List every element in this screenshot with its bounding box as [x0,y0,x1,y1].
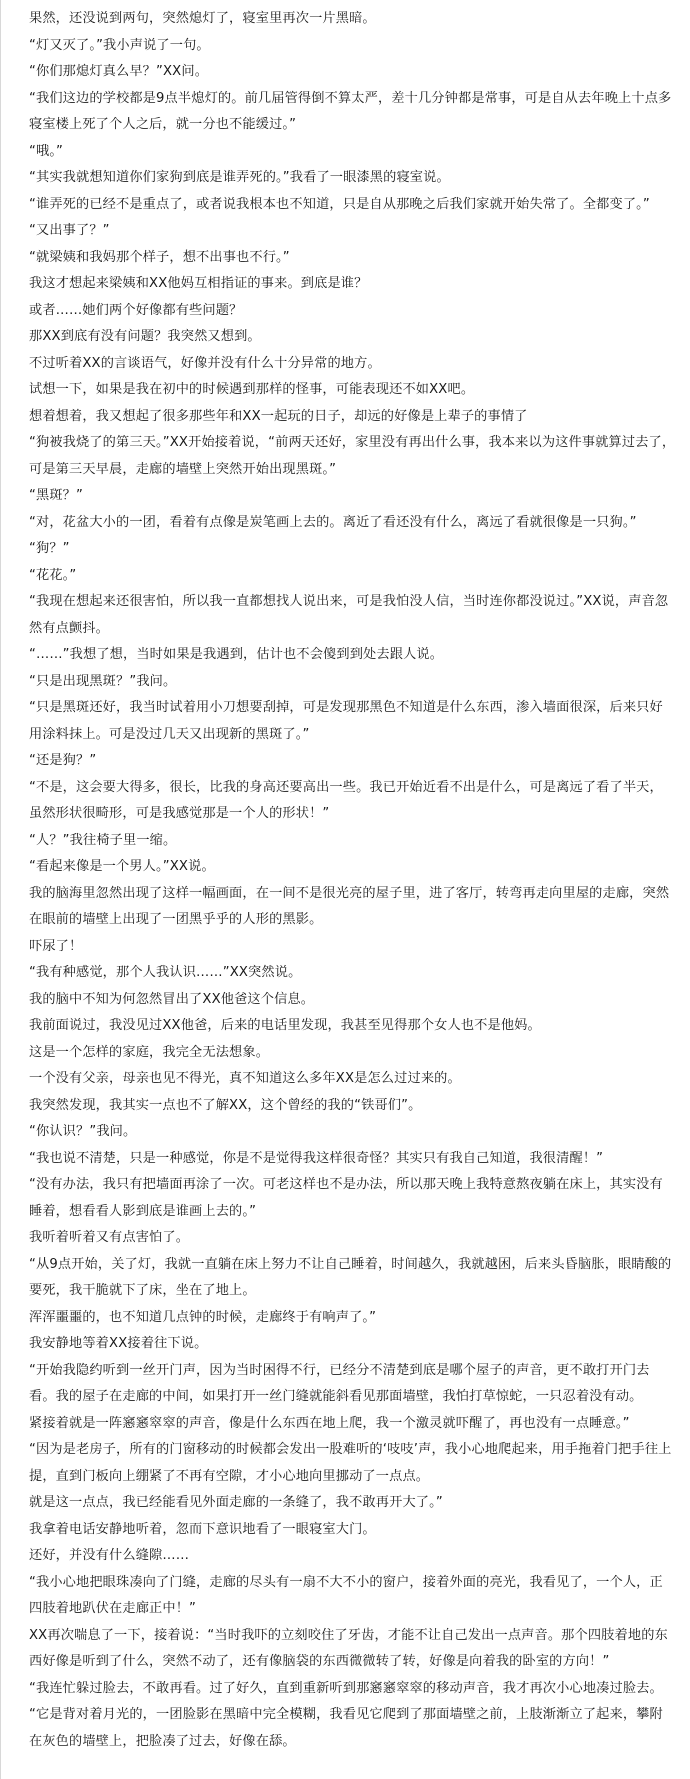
paragraph: 我突然发现，我其实一点也不了解XX，这个曾经的我的“铁哥们”。 [29,1097,422,1113]
paragraph: 紧接着就是一阵窸窸窣窣的声音，像是什么东西在地上爬，我一个激灵就吓醒了，再也没有一点睡意。” [29,1415,630,1431]
paragraph: “没有办法，我只有把墙面再涂了一次。可老这样也不是办法，所以那天晚上我特意熬夜躺在床上，其实没有睡着，想看看人影到底是谁画上去的。” [29,1177,663,1219]
paragraph: 还好，并没有什么缝隙…… [29,1548,190,1563]
paragraph: “哦。” [29,143,64,159]
paragraph: “人？”我往椅子里一缩。 [29,832,177,848]
paragraph: “我现在想起来还很害怕，所以我一直都想找人说出来，可是我怕没人信，当时连你都没说过。”XX说，声音忽然有点颤抖。 [29,594,669,636]
paragraph: “我也说不清楚，只是一种感觉，你是不是觉得我这样很奇怪？其实只有我自己知道，我很清醒！” [29,1150,604,1166]
paragraph: “我们这边的学校都是9点半熄灯的。前几届管得倒不算太严，差十几分钟都是常事，可是自从去年晚上十点多寝室楼上死了个人之后，就一分也不能缓过。” [29,90,672,132]
paragraph: 吓尿了！ [29,938,83,954]
paragraph: “对，花盆大小的一团，看着有点像是炭笔画上去的。离近了看还没有什么，离远了看就很像是一只狗。” [29,514,637,530]
paragraph: 或者……她们两个好像都有些问题？ [29,302,243,318]
paragraph: “谁弄死的已经不是重点了，或者说我根本也不知道，只是自从那晚之后我们家就开始失常了。全都变了。” [29,196,650,212]
paragraph: “因为是老房子，所有的门窗移动的时候都会发出一股难听的‘吱吱’声，我小心地爬起来，用手拖着门把手往上提，直到门板向上绷紧了不再有空隙，才小心地向里挪动了一点点。 [29,1442,672,1484]
paragraph: “不是，这会要大得多，很长，比我的身高还要高出一些。我已开始近看不出是什么，可是离远了看了半天，虽然形状很畸形，可是我感觉那是一个人的形状！” [29,779,663,821]
paragraph: 我拿着电话安静地听着，忽而下意识地看了一眼寝室大门。 [29,1521,376,1537]
paragraph: 不过听着XX的言谈语气，好像并没有什么十分异常的地方。 [29,355,381,371]
paragraph: “只是黑斑还好，我当时试着用小刀想要刮掉，可是发现那黑色不知道是什么东西，渗入墙面很深，后来只好用涂料抹上。可是没过几天又出现新的黑斑了。” [29,700,663,742]
paragraph: XX再次喘息了一下，接着说：“当时我吓的立刻咬住了牙齿，才能不让自己发出一点声音。那个四肢着地的东西好像是听到了什么，突然不动了，还有像脑袋的东西微微转了转，好像是向着我的卧室的方向！” [29,1627,668,1669]
paragraph: 试想一下，如果是我在初中的时候遇到那样的怪事，可能表现还不如XX吧。 [29,382,475,397]
paragraph: 我安静地等着XX接着往下说。 [29,1336,208,1351]
paragraph: “我有种感觉，那个人我认识……”XX突然说。 [29,965,302,980]
paragraph: “开始我隐约听到一丝开门声，因为当时困得不行，已经分不清楚到底是哪个屋子的声音，更不敢打开门去看。我的屋子在走廊的中间，如果打开一丝门缝就能斜看见那面墙壁，我怕打草惊蛇，一只忍着没有动。 [29,1362,650,1404]
paragraph: “灯又灭了。”我小声说了一句。 [29,37,210,53]
paragraph: 想着想着，我又想起了很多那些年和XX一起玩的日子，却远的好像是上辈子的事情了 [29,408,528,424]
paragraph: 那XX到底有没有问题？我突然又想到。 [29,329,261,344]
paragraph: 我的脑中不知为何忽然冒出了XX他爸这个信息。 [29,991,315,1007]
paragraph: “你认识？”我问。 [29,1124,137,1139]
paragraph: “……”我想了想，当时如果是我遇到，估计也不会傻到到处去跟人说。 [29,647,444,662]
paragraph: “还是狗？” [29,753,97,768]
paragraph: “狗被我烧了的第三天。”XX开始接着说，“前两天还好，家里没有再出什么事，我本来以为这件事就算过去了，可是第三天早晨，走廊的墙壁上突然开始出现黑斑。” [29,435,676,477]
paragraph: 果然，还没说到两句，突然熄灯了，寝室里再次一片黑暗。 [29,11,376,26]
paragraph: 这是一个怎样的家庭，我完全无法想象。 [29,1044,270,1060]
paragraph: 就是这一点点，我已经能看见外面走廊的一条缝了，我不敢再开大了。” [29,1495,443,1510]
paragraph: “黑斑？” [29,488,83,503]
paragraph: 我这才想起来梁姨和XX他妈互相指证的事来。到底是谁？ [29,276,368,291]
paragraph: “它是背对着月光的，一团脸影在黑暗中完全模糊，我看见它爬到了那面墙壁之前，上肢渐渐立了起来，攀附在灰色的墙壁上，把脸凑了过去，好像在舔。 [29,1707,663,1749]
paragraph: 我的脑海里忽然出现了这样一幅画面，在一间不是很光亮的屋子里，进了客厅，转弯再走向里屋的走廊，突然在眼前的墙壁上出现了一团黑乎乎的人形的黑影。 [29,885,670,927]
paragraph: “就梁姨和我妈那个样子，想不出事也不行。” [29,249,290,265]
paragraph: 一个没有父亲，母亲也见不得光，真不知道这么多年XX是怎么过过来的。 [29,1071,461,1086]
paragraph: “我连忙躲过脸去，不敢再看。过了好久，直到重新听到那窸窸窣窣的移动声音，我才再次小心地凑过脸去。 [29,1680,663,1696]
paragraph: “只是出现黑斑？”我问。 [29,673,177,689]
paragraph: “其实我就想知道你们家狗到底是谁弄死的。”我看了一眼漆黑的寝室说。 [29,170,450,185]
paragraph: “你们那熄灯真么早？”XX问。 [29,64,209,79]
paragraph: “花花。” [29,567,77,583]
paragraph: “狗？” [29,541,70,556]
paragraph: 我前面说过，我没见过XX他爸，后来的电话里发现，我甚至见得那个女人也不是他妈。 [29,1018,541,1033]
paragraph: “又出事了？” [29,223,110,238]
paragraph: “看起来像是一个男人。”XX说。 [29,859,215,874]
paragraph: “从9点开始，关了灯，我就一直躺在床上努力不让自己睡着，时间越久，我就越困，后来头昏脑胀，眼睛酸的要死，我干脆就下了床，坐在了地上。 [29,1256,672,1298]
paragraph: “我小心地把眼珠凑向了门缝，走廊的尽头有一扇不大不小的窗户，接着外面的亮光，我看见了，一个人，正四肢着地趴伏在走廊正中！” [29,1574,663,1616]
paragraph: 浑浑噩噩的，也不知道几点钟的时候，走廊终于有响声了。” [29,1309,377,1325]
paragraph: 我听着听着又有点害怕了。 [29,1230,190,1245]
